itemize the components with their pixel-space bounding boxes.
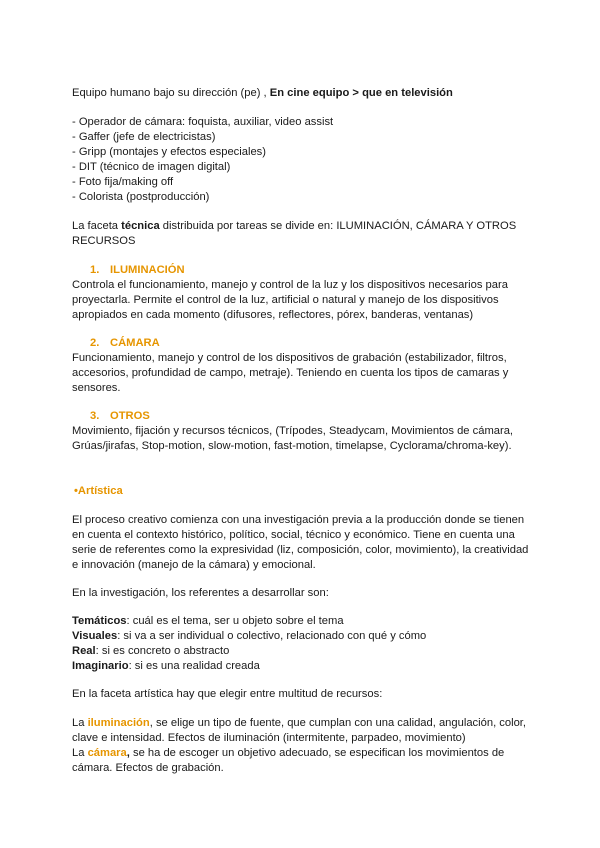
cam-comma: , (126, 747, 130, 759)
referent-term: Temáticos (72, 615, 127, 627)
body-line: proyectarla. Permite el control de la luz, artificial o natural y manejo de los dispositivos (72, 294, 499, 306)
referent-item (72, 644, 532, 659)
cam-post: se ha de escoger un objetivo adecuado, se especifican los movimientos de (129, 747, 505, 759)
body-line: Funcionamiento, manejo y control de los dispositivos de grabación (estabilizador, filtros, (72, 352, 507, 364)
referent-desc: : si es concreto o abstracto (95, 645, 230, 657)
body-line: serie de referentes como la expresividad (liz, composición, color, movimiento), la creatividad (72, 544, 529, 556)
body-line: en cuenta el contexto histórico, político, social, técnico y económico. Tiene en cuenta una (72, 529, 515, 541)
body-line: El proceso creativo comienza con una investigación previa a la producción donde se tienen (72, 514, 525, 526)
body-line: apropiados en cada momento (difusores, reflectores, pórex, banderas, ventanas) (72, 309, 474, 321)
section-body-camara (72, 351, 532, 396)
artistic-paragraph-2: En la investigación, los referentes a desarrollar son: (72, 587, 329, 599)
ilum-line2: clave e intensidad. Efectos de iluminación (intermitente, parpadeo, movimiento) (72, 732, 466, 744)
body-line: e innovación (manejo de la cámara) y emocional. (72, 559, 316, 571)
technical-paragraph (72, 219, 532, 249)
cam-key: cámara (87, 747, 127, 759)
intro-line (72, 86, 532, 101)
referent-term: Imaginario (72, 660, 129, 672)
technical-pre: La faceta (72, 220, 122, 232)
artistic-heading: •Artística (74, 485, 123, 497)
section-heading-camara (90, 336, 160, 351)
referent-desc: : si va a ser individual o colectivo, relacionado con qué y cómo (117, 630, 427, 642)
list-item: - Gripp (montajes y efectos especiales) (72, 146, 266, 158)
ilum-post: , se elige un tipo de fuente, que cumplan con una calidad, angulación, color, (149, 717, 527, 729)
artistic-resources (72, 716, 532, 776)
intro-text: Equipo humano bajo su dirección (pe) , (72, 87, 270, 99)
intro-bold: En cine equipo > que en televisión (269, 87, 453, 99)
crew-list (72, 115, 532, 205)
list-item: - DIT (técnico de imagen digital) (72, 161, 231, 173)
ilum-key: iluminación (87, 717, 150, 729)
referent-desc: : si es una realidad creada (128, 660, 260, 672)
section-heading-iluminacion (90, 263, 185, 278)
section-title: ILUMINACIÓN (110, 264, 185, 276)
body-line: Controla el funcionamiento, manejo y control de la luz y los dispositivos necesarios para (72, 279, 508, 291)
section-body-iluminacion (72, 278, 532, 323)
body-line: Movimiento, fijación y recursos técnicos, (Trípodes, Steadycam, Movimientos de cámara, (72, 425, 514, 437)
body-line: Grúas/jirafas, Stop-motion, slow-motion, fast-motion, timelapse, Cyclorama/chroma-key). (72, 440, 512, 452)
section-heading-otros (90, 409, 150, 424)
section-title: CÁMARA (110, 337, 160, 349)
technical-post: distribuida por tareas se divide en: ILUMINACIÓN, CÁMARA Y OTROS (159, 220, 517, 232)
body-line: sensores. (72, 382, 121, 394)
technical-bold: técnica (121, 220, 160, 232)
artistic-paragraph-3: En la faceta artística hay que elegir entre multitud de recursos: (72, 688, 383, 700)
body-line: accesorios, profundidad de campo, metraje). Teniendo en cuenta los tipos de camaras y (72, 367, 509, 379)
referent-term: Visuales (72, 630, 118, 642)
section-number: 3. (90, 410, 100, 422)
ilum-pre: La (72, 717, 88, 729)
artistic-paragraph-1 (72, 513, 532, 573)
section-title: OTROS (110, 410, 150, 422)
cam-pre: La (72, 747, 88, 759)
referents-list (72, 614, 532, 674)
referent-term: Real (72, 645, 96, 657)
list-item: - Operador de cámara: foquista, auxiliar, video assist (72, 116, 334, 128)
technical-line2: RECURSOS (72, 235, 136, 247)
section-number: 2. (90, 337, 100, 349)
section-body-otros (72, 424, 532, 454)
referent-item (72, 629, 532, 644)
section-number: 1. (90, 264, 100, 276)
cam-line2: cámara. Efectos de grabación. (72, 762, 224, 774)
referent-item (72, 659, 532, 674)
list-item: - Colorista (postproducción) (72, 191, 210, 203)
referent-desc: : cuál es el tema, ser u objeto sobre el tema (126, 615, 344, 627)
list-item: - Foto fija/making off (72, 176, 174, 188)
referent-item (72, 614, 532, 629)
list-item: - Gaffer (jefe de electricistas) (72, 131, 216, 143)
